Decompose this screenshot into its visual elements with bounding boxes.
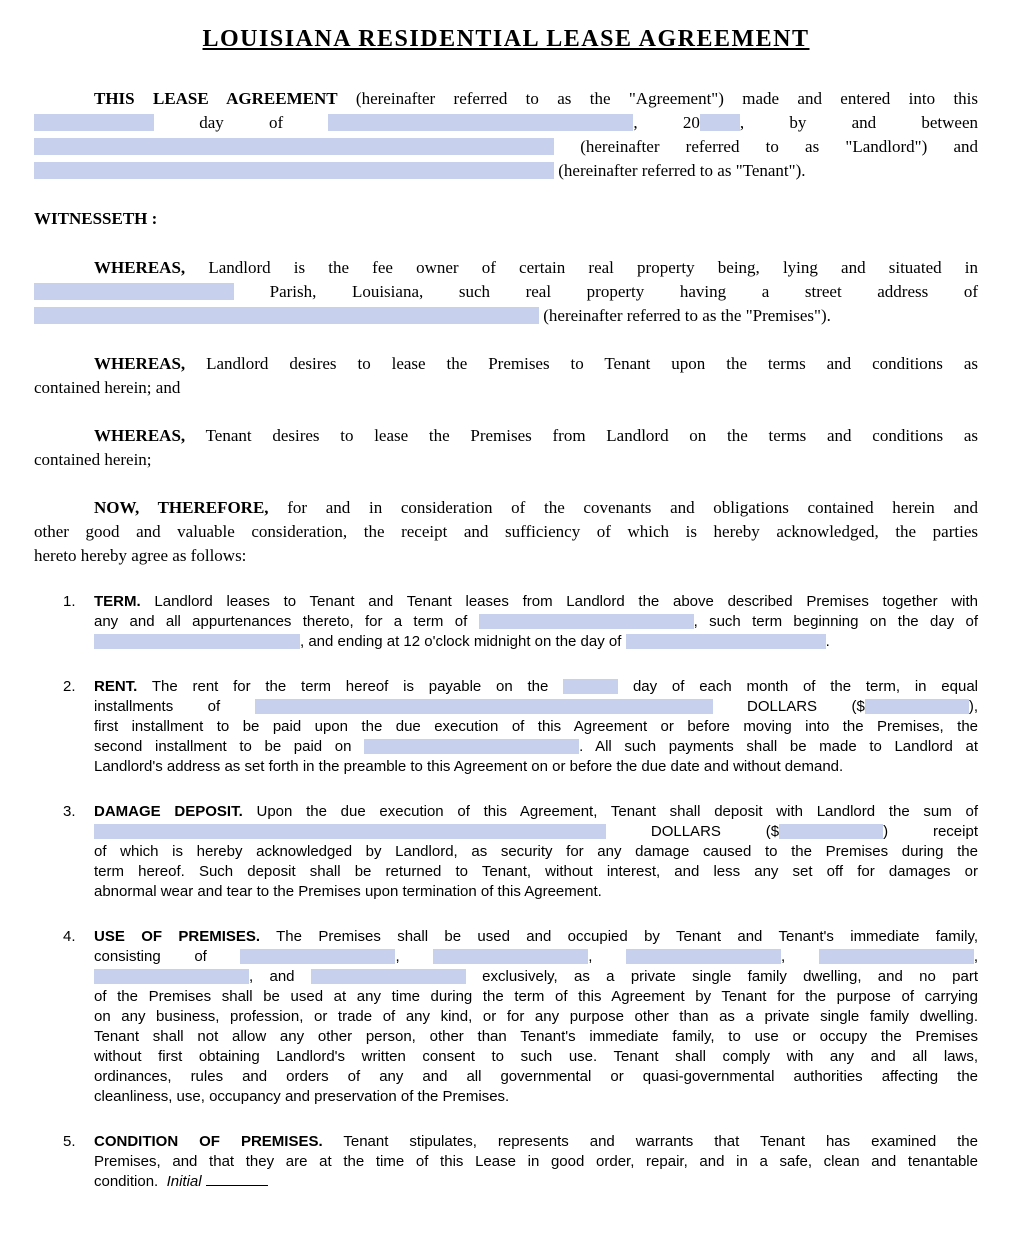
blank-parish[interactable] <box>34 283 234 300</box>
deposit-line-1 <box>94 802 978 822</box>
text-run: without first obtaining Landlord's written consent to such use. Tenant shall comply with any and all laws, <box>94 1048 978 1065</box>
intro-lead-bold: THIS LEASE AGREEMENT <box>94 89 338 108</box>
text-run: exclusively, as a private single family dwelling, and no part <box>482 968 978 985</box>
text-run: Tenant stipulates, represents and warrants that Tenant has examined the <box>322 1133 978 1150</box>
blank-second-installment-date[interactable] <box>364 739 579 754</box>
therefore-line-3 <box>34 544 978 568</box>
text-run: Landlord is the fee owner of certain real property being, lying and situated in <box>185 258 978 277</box>
blank-rent-amount-figures[interactable] <box>865 699 969 714</box>
blank-term-end-date[interactable] <box>626 634 826 649</box>
item-label: RENT. <box>94 678 138 695</box>
intro-line-2 <box>34 111 978 135</box>
whereas3-line-2 <box>34 448 978 472</box>
rent-line-1 <box>94 677 978 697</box>
condition-line-1 <box>94 1132 978 1152</box>
blank-agreement-month[interactable] <box>328 114 633 131</box>
term-line-2 <box>94 612 978 632</box>
text-run: Parish, Louisiana, such real property having a street address of <box>269 282 979 301</box>
blank-deposit-amount-figures[interactable] <box>779 824 883 839</box>
item-label: TERM. <box>94 593 141 610</box>
intro-line-1 <box>34 87 978 111</box>
blank-term-begin-date[interactable] <box>94 634 300 649</box>
rent-line-2 <box>94 697 978 717</box>
use-line-1 <box>94 927 978 947</box>
whereas-bold: WHEREAS, <box>94 426 186 445</box>
whereas-landlord-paragraph <box>34 352 978 400</box>
text-run: term hereof. Such deposit shall be returned to Tenant, without interest, and less any set off for damages or <box>94 863 978 880</box>
item-number: 4. <box>63 928 76 945</box>
text-run: , and <box>249 968 295 985</box>
use-line-9 <box>94 1087 978 1107</box>
item-condition-of-premises <box>34 1132 978 1192</box>
blank-occupant-1[interactable] <box>240 949 395 964</box>
item-label: CONDITION OF PREMISES. <box>94 1133 323 1150</box>
item-label: DAMAGE DEPOSIT. <box>94 803 243 820</box>
item-term <box>34 592 978 652</box>
blank-agreement-day[interactable] <box>34 114 154 131</box>
text-run: Landlord desires to lease the Premises to Tenant upon the terms and conditions as <box>185 354 978 373</box>
blank-street-address[interactable] <box>34 307 539 324</box>
condition-line-3 <box>94 1172 978 1192</box>
text-run: for and in consideration of the covenants and obligations contained herein and <box>268 498 979 517</box>
blank-occupant-4[interactable] <box>819 949 974 964</box>
text-run: cleanliness, use, occupancy and preservation of the Premises. <box>94 1088 510 1105</box>
whereas1-line-3 <box>34 304 978 328</box>
text-run: day of each month of the term, in equal <box>632 678 978 695</box>
blank-occupant-5[interactable] <box>94 969 249 984</box>
item-damage-deposit <box>34 802 978 902</box>
text-run: Landlord leases to Tenant and Tenant leases from Landlord the above described Premises together with <box>140 593 978 610</box>
deposit-line-4 <box>94 862 978 882</box>
text-run: hereto hereby agree as follows: <box>34 546 247 565</box>
text-run: The Premises shall be used and occupied by Tenant and Tenant's immediate family, <box>260 928 978 945</box>
text-run: . All such payments shall be made to Landlord at <box>579 738 978 755</box>
therefore-line-1 <box>34 496 978 520</box>
item-number: 3. <box>63 803 76 820</box>
item-use-of-premises <box>34 927 978 1107</box>
item-number: 5. <box>63 1133 76 1150</box>
text-run: any and all appurtenances thereto, for a term of <box>94 613 468 630</box>
rent-line-5 <box>94 757 978 777</box>
text-run: condition. <box>94 1173 159 1190</box>
blank-occupant-2[interactable] <box>433 949 588 964</box>
text-run: Tenant shall not allow any other person, other than Tenant's immediate family, to use or occupy the Premises <box>94 1028 978 1045</box>
text-run: (hereinafter referred to as the "Agreement") made and entered into this <box>337 89 979 108</box>
text-run: day of <box>199 113 284 132</box>
now-therefore-paragraph <box>34 496 978 568</box>
use-line-3 <box>94 967 978 987</box>
term-line-1 <box>94 592 978 612</box>
blank-rent-amount-words[interactable] <box>255 699 713 714</box>
text-run: of the Premises shall be used at any time during the term of this Agreement by Tenant for the purpose of carrying <box>94 988 978 1005</box>
text-run: other good and valuable consideration, the receipt and sufficiency of which is hereby acknowledged, the parties <box>34 522 978 541</box>
item-label: USE OF PREMISES. <box>94 928 261 945</box>
text-run: , <box>781 948 786 965</box>
text-run: (hereinafter referred to as "Tenant"). <box>558 161 806 180</box>
text-run: , by and between <box>739 113 979 132</box>
rent-line-4 <box>94 737 978 757</box>
text-run: first installment to be paid upon the due execution of this Agreement or before moving into the Premises, the <box>94 718 978 735</box>
use-line-5 <box>94 1007 978 1027</box>
whereas2-line-2 <box>34 376 978 400</box>
initial-label: Initial <box>166 1173 202 1190</box>
whereas2-line-1 <box>34 352 978 376</box>
text-run: second installment to be paid on <box>94 738 352 755</box>
text-run: contained herein; <box>34 450 152 469</box>
whereas-tenant-paragraph <box>34 424 978 472</box>
deposit-line-2 <box>94 822 978 842</box>
text-run: , <box>973 948 979 965</box>
use-line-8 <box>94 1067 978 1087</box>
whereas-bold: WHEREAS, <box>94 258 186 277</box>
whereas-owner-paragraph <box>34 256 978 328</box>
text-run: ) receipt <box>883 823 978 840</box>
use-line-2 <box>94 947 978 967</box>
text-run: DOLLARS ($ <box>650 823 780 840</box>
text-run: , such term beginning on the day of <box>693 613 978 630</box>
deposit-line-5 <box>94 882 978 902</box>
text-run: . <box>825 633 830 650</box>
text-run: of which is hereby acknowledged by Landlord, as security for any damage caused to the Premises during the <box>94 843 978 860</box>
text-run: Landlord's address as set forth in the preamble to this Agreement on or before the due date and without demand. <box>94 758 844 775</box>
blank-rent-due-day[interactable] <box>563 679 618 694</box>
text-run: , 20 <box>633 113 700 132</box>
rent-line-3 <box>94 717 978 737</box>
condition-line-2 <box>94 1152 978 1172</box>
text-run: The rent for the term hereof is payable on the <box>137 678 549 695</box>
blank-tenant-initial[interactable] <box>206 1173 268 1186</box>
intro-line-4 <box>34 159 978 183</box>
blank-deposit-amount-words[interactable] <box>94 824 606 839</box>
use-line-7 <box>94 1047 978 1067</box>
text-run: ordinances, rules and orders of any and all governmental or quasi-governmental authorities affecting the <box>94 1068 978 1085</box>
blank-lease-term[interactable] <box>479 614 694 629</box>
blank-landlord-name[interactable] <box>34 138 554 155</box>
blank-agreement-year[interactable] <box>700 114 740 131</box>
whereas-bold: WHEREAS, <box>94 354 186 373</box>
therefore-line-2 <box>34 520 978 544</box>
use-line-4 <box>94 987 978 1007</box>
item-number: 2. <box>63 678 76 695</box>
text-run: (hereinafter referred to as "Landlord") and <box>580 137 979 156</box>
use-line-6 <box>94 1027 978 1047</box>
therefore-bold: NOW, THEREFORE, <box>94 498 269 517</box>
item-rent <box>34 677 978 777</box>
text-run: contained herein; and <box>34 378 181 397</box>
text-run: DOLLARS ($ <box>747 698 865 715</box>
text-run: , and ending at 12 o'clock midnight on the day of <box>300 633 622 650</box>
text-run: ), <box>968 698 978 715</box>
intro-paragraph <box>34 87 978 183</box>
blank-occupant-6[interactable] <box>311 969 466 984</box>
intro-line-3 <box>34 135 978 159</box>
deposit-line-3 <box>94 842 978 862</box>
text-run: , <box>395 948 400 965</box>
text-run: installments of <box>94 698 221 715</box>
whereas3-line-1 <box>34 424 978 448</box>
item-number: 1. <box>63 593 76 610</box>
text-run: consisting of <box>94 948 207 965</box>
blank-occupant-3[interactable] <box>626 949 781 964</box>
witnesseth-heading: WITNESSETH : <box>34 209 158 228</box>
text-run: (hereinafter referred to as the "Premises"). <box>543 306 831 325</box>
text-run: Tenant desires to lease the Premises from Landlord on the terms and conditions as <box>185 426 978 445</box>
document-title: LOUISIANA RESIDENTIAL LEASE AGREEMENT <box>202 26 810 52</box>
whereas1-line-1 <box>34 256 978 280</box>
text-run: abnormal wear and tear to the Premises upon termination of this Agreement. <box>94 883 602 900</box>
text-run: on any business, profession, or trade of any kind, or for any purpose other than as a private single family dwelling. <box>94 1008 978 1025</box>
text-run: Upon the due execution of this Agreement, Tenant shall deposit with Landlord the sum of <box>242 803 978 820</box>
text-run: , <box>588 948 593 965</box>
blank-tenant-name[interactable] <box>34 162 554 179</box>
whereas1-line-2 <box>34 280 978 304</box>
term-line-3 <box>94 632 978 652</box>
text-run: Premises, and that they are at the time of this Lease in good order, repair, and in a safe, clean and tenantable <box>94 1153 978 1170</box>
